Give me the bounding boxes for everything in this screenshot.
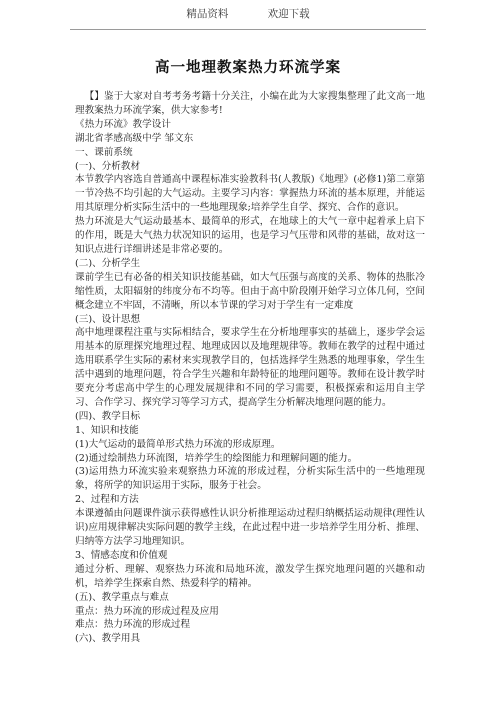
subsection-heading: (六)、教学用具 bbox=[75, 633, 141, 645]
header-right-text: 欢迎下载 bbox=[267, 8, 310, 20]
intro-paragraph: 【】鉴于大家对自考考务考籍十分关注，小编在此为大家搜集整理了此文高一地理教案热力环流学案，供大家参考! bbox=[75, 91, 425, 116]
body-paragraph: 本节教学内容选自普通高中课程标准实验教科书(人教版)《地理》(必修1)第二章第一节冷热不均引起的大气运动。主要学习内容：掌握热力环流的基本原理，并能运用其原理分析实际生活中的一些地理现象;培养学生自学、探究、合作的意识。 bbox=[75, 174, 425, 214]
list-heading: 2、过程和方法 bbox=[75, 494, 139, 506]
body-paragraph: 高中地理课程注重与实际相结合，要求学生在分析地理事实的基础上，逐步学会运用基本的原理探究地理过程、地理成因以及地理规律等。教师在教学的过程中通过选用联系学生实际的素材来实现教学目的，包括选择学生熟悉的地理事象，学生生活中遇到的地理问题，符合学生兴趣和年龄特征的地理问题等。教师在设计教学时要充分考虑高中学生的心理发展规律和不同的学习需要，积极探索和运用自主学习、合作学习、探究学习等学习方式，提高学生分析解决地理问题的能力。 bbox=[75, 327, 425, 408]
subsection-heading: (三)、设计思想 bbox=[75, 313, 141, 325]
list-item: (2)通过绘制热力环流图，培养学生的绘图能力和理解问题的能力。 bbox=[75, 452, 358, 464]
section-heading: 一、课前系统 bbox=[75, 146, 133, 158]
subsection-heading: (二)、分析学生 bbox=[75, 257, 141, 269]
body-paragraph: 热力环流是大气运动最基本、最简单的形式，在地球上的大气一章中起着承上启下的作用，既是大气热力状况知识的运用，也是学习气压带和风带的基础，故对这一知识点进行详细讲述是非常必要的。 bbox=[75, 216, 425, 255]
list-heading: 1、知识和技能 bbox=[75, 424, 139, 436]
page-header bbox=[0, 8, 496, 22]
subsection-heading: (四)、教学目标 bbox=[75, 410, 141, 422]
header-left-text: 精品资料 bbox=[186, 8, 229, 20]
section-title: 《热力环流》教学设计 bbox=[75, 118, 171, 130]
list-item: (1)大气运动的最简单形式热力环流的形成原理。 bbox=[75, 438, 281, 450]
body-line: 难点：热力环流的形成过程 bbox=[75, 619, 191, 631]
author-line: 湖北省孝感高级中学 邹文东 bbox=[75, 132, 194, 144]
body-paragraph: 通过分析、理解、观察热力环流和局地环流，激发学生探究地理问题的兴趣和动机，培养学生探索自然、热爱科学的精神。 bbox=[75, 563, 425, 589]
header-divider bbox=[70, 29, 426, 30]
body-line: 重点：热力环流的形成过程及应用 bbox=[75, 605, 219, 617]
body-paragraph: 课前学生已有必备的相关知识技能基础，如大气压强与高度的关系、物体的热胀冷缩性质，太阳辐射的纬度分布不均等。但由于高中阶段刚开始学习立体几何，空间概念建立不牢固，不清晰，所以本节课的学习对于学生有一定难度 bbox=[75, 271, 425, 311]
subsection-heading: (一)、分析教材 bbox=[75, 160, 141, 172]
list-item: (3)运用热力环流实验来观察热力环流的形成过程，分析实际生活中的一些地理现象，将所学的知识运用于实际，服务于社会。 bbox=[75, 466, 425, 492]
list-heading: 3、情感态度和价值观 bbox=[75, 549, 168, 561]
subsection-heading: (五)、教学重点与难点 bbox=[75, 591, 169, 603]
document-title: 高一地理教案热力环流学案 bbox=[155, 60, 341, 76]
body-paragraph: 本课遵循由问题课件演示获得感性认识分析推理运动过程归纳概括运动规律(理性认识)应用规律解决实际问题的教学主线，在此过程中进一步培养学生用分析、推理、归纳等方法学习地理知识。 bbox=[75, 508, 425, 547]
document-body bbox=[75, 90, 425, 646]
